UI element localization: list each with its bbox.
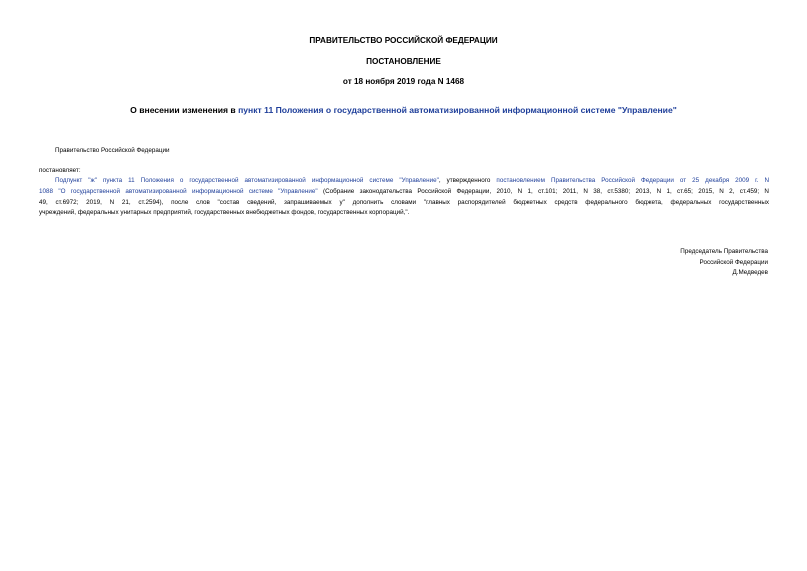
resolution-link-continued[interactable]: 1088 "О государственной автоматизированной информационной системе "Управление" bbox=[39, 188, 318, 195]
document-subject bbox=[0, 105, 807, 115]
decrees-text: постановляет: bbox=[39, 167, 81, 174]
signatory-position-line-1: Председатель Правительства bbox=[680, 248, 768, 255]
body-paragraph-line-3: 49, ст.6972; 2019, N 21, ст.2594), после слов "состав сведений, запрашиваемых у" дополнить словами "главных распорядителей бюджетных средств федерального бюджета, федеральных государственных bbox=[39, 199, 769, 206]
signatory-position-line-2: Российской Федерации bbox=[699, 259, 768, 266]
subject-link[interactable]: пункт 11 Положения о государственной автоматизированной информационной системе "Управление" bbox=[238, 105, 677, 115]
body-text-fragment: , утвержденного bbox=[438, 177, 497, 184]
issuer-text: Правительство Российской Федерации bbox=[55, 147, 170, 154]
body-paragraph-line-2 bbox=[39, 187, 769, 198]
body-paragraph-line-4: учреждений, федеральных унитарных предприятий, государственных внебюджетных фондов, государственных корпораций,". bbox=[39, 209, 410, 216]
subject-prefix: О внесении изменения в bbox=[130, 105, 239, 115]
document-date-number: от 18 ноября 2019 года N 1468 bbox=[342, 77, 465, 86]
body-text-fragment: (Собрание законодательства Российской Федерации, 2010, N 1, ст.101; 2011, N 38, ст.5380; 2013, N 1, ст.65; 2015, N 2, ст.459; N bbox=[317, 188, 769, 195]
document-type: ПОСТАНОВЛЕНИЕ bbox=[366, 57, 441, 66]
signatory-name: Д.Медведев bbox=[732, 269, 768, 276]
amended-clause-link[interactable]: Подпункт "ж" пункта 11 Положения о государственной автоматизированной информационной системе "Управление" bbox=[55, 177, 439, 184]
resolution-link[interactable]: постановлением Правительства Российской Федерации от 25 декабря 2009 г. N bbox=[496, 177, 769, 184]
body-paragraph-line-1 bbox=[55, 176, 769, 187]
government-title: ПРАВИТЕЛЬСТВО РОССИЙСКОЙ ФЕДЕРАЦИИ bbox=[309, 36, 498, 45]
